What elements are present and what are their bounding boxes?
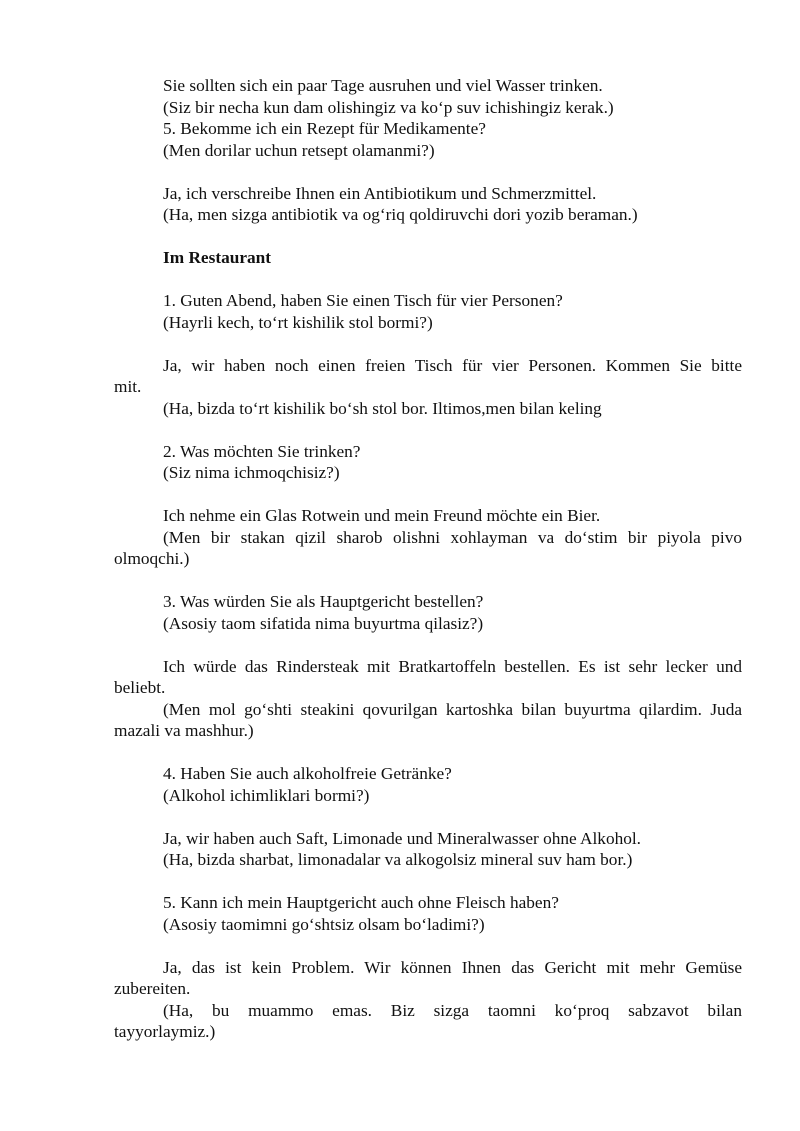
answer-3-uz-line-1: (Men mol goʻshti steakini qovurilgan kartoshka bilan buyurtma qilardim. Juda	[163, 699, 742, 719]
answer-1-de-line-1: Ja, wir haben noch einen freien Tisch für vier Personen. Kommen Sie bitte	[163, 355, 742, 375]
answer-3-de-line-2: beliebt.	[114, 678, 166, 697]
answer-5-uz-line-1: (Ha, bu muammo emas. Biz sizga taomni koʻproq sabzavot bilan	[163, 1000, 742, 1020]
answer-4-uz: (Ha, bizda sharbat, limonadalar va alkogolsiz mineral suv ham bor.)	[163, 850, 633, 869]
doctor-question-5-uz: (Men dorilar uchun retsept olamanmi?)	[163, 140, 435, 160]
question-1-uz: (Hayrli kech, toʻrt kishilik stol bormi?)	[163, 312, 433, 332]
answer-1-uz: (Ha, bizda toʻrt kishilik boʻsh stol bor. Iltimos,men bilan keling	[163, 398, 602, 418]
doctor-rest-de: Sie sollten sich ein paar Tage ausruhen und viel Wasser trinken.	[163, 76, 603, 95]
question-1-de: 1. Guten Abend, haben Sie einen Tisch für vier Personen?	[163, 291, 563, 310]
question-4-uz: (Alkohol ichimliklari bormi?)	[163, 785, 370, 805]
answer-2-uz-line-1: (Men bir stakan qizil sharob olishni xohlayman va doʻstim bir piyola pivo	[163, 527, 742, 547]
answer-3-de-line-1: Ich würde das Rindersteak mit Bratkartoffeln bestellen. Es ist sehr lecker und	[163, 656, 742, 676]
question-2-uz: (Siz nima ichmoqchisiz?)	[163, 463, 340, 482]
section-heading: Im Restaurant	[163, 248, 271, 267]
answer-1-de-line-2: mit.	[114, 377, 142, 396]
question-5-uz: (Asosiy taomimni goʻshtsiz olsam boʻladimi?)	[163, 914, 485, 934]
answer-2-de: Ich nehme ein Glas Rotwein und mein Freund möchte ein Bier.	[163, 506, 601, 525]
question-3-de: 3. Was würden Sie als Hauptgericht bestellen?	[163, 592, 484, 611]
doctor-answer-5-uz: (Ha, men sizga antibiotik va ogʻriq qoldiruvchi dori yozib beraman.)	[163, 205, 638, 224]
answer-5-de-line-1: Ja, das ist kein Problem. Wir können Ihnen das Gericht mit mehr Gemüse	[163, 957, 742, 977]
answer-2-uz-line-2: olmoqchi.)	[114, 549, 190, 568]
answer-5-de-line-2: zubereiten.	[114, 979, 191, 998]
question-2-de: 2. Was möchten Sie trinken?	[163, 441, 361, 461]
answer-5-uz-line-2: tayyorlaymiz.)	[114, 1022, 216, 1041]
question-4-de: 4. Haben Sie auch alkoholfreie Getränke?	[163, 764, 452, 783]
document-page	[114, 75, 742, 1043]
answer-4-de: Ja, wir haben auch Saft, Limonade und Mineralwasser ohne Alkohol.	[163, 828, 641, 848]
doctor-answer-5-de: Ja, ich verschreibe Ihnen ein Antibiotikum und Schmerzmittel.	[163, 183, 597, 203]
question-5-de: 5. Kann ich mein Hauptgericht auch ohne Fleisch haben?	[163, 893, 559, 912]
question-3-uz: (Asosiy taom sifatida nima buyurtma qilasiz?)	[163, 613, 484, 633]
answer-3-uz-line-2: mazali va mashhur.)	[114, 721, 254, 740]
doctor-question-5-de: 5. Bekomme ich ein Rezept für Medikamente?	[163, 119, 486, 138]
doctor-rest-uz: (Siz bir necha kun dam olishingiz va koʻp suv ichishingiz kerak.)	[163, 97, 614, 117]
